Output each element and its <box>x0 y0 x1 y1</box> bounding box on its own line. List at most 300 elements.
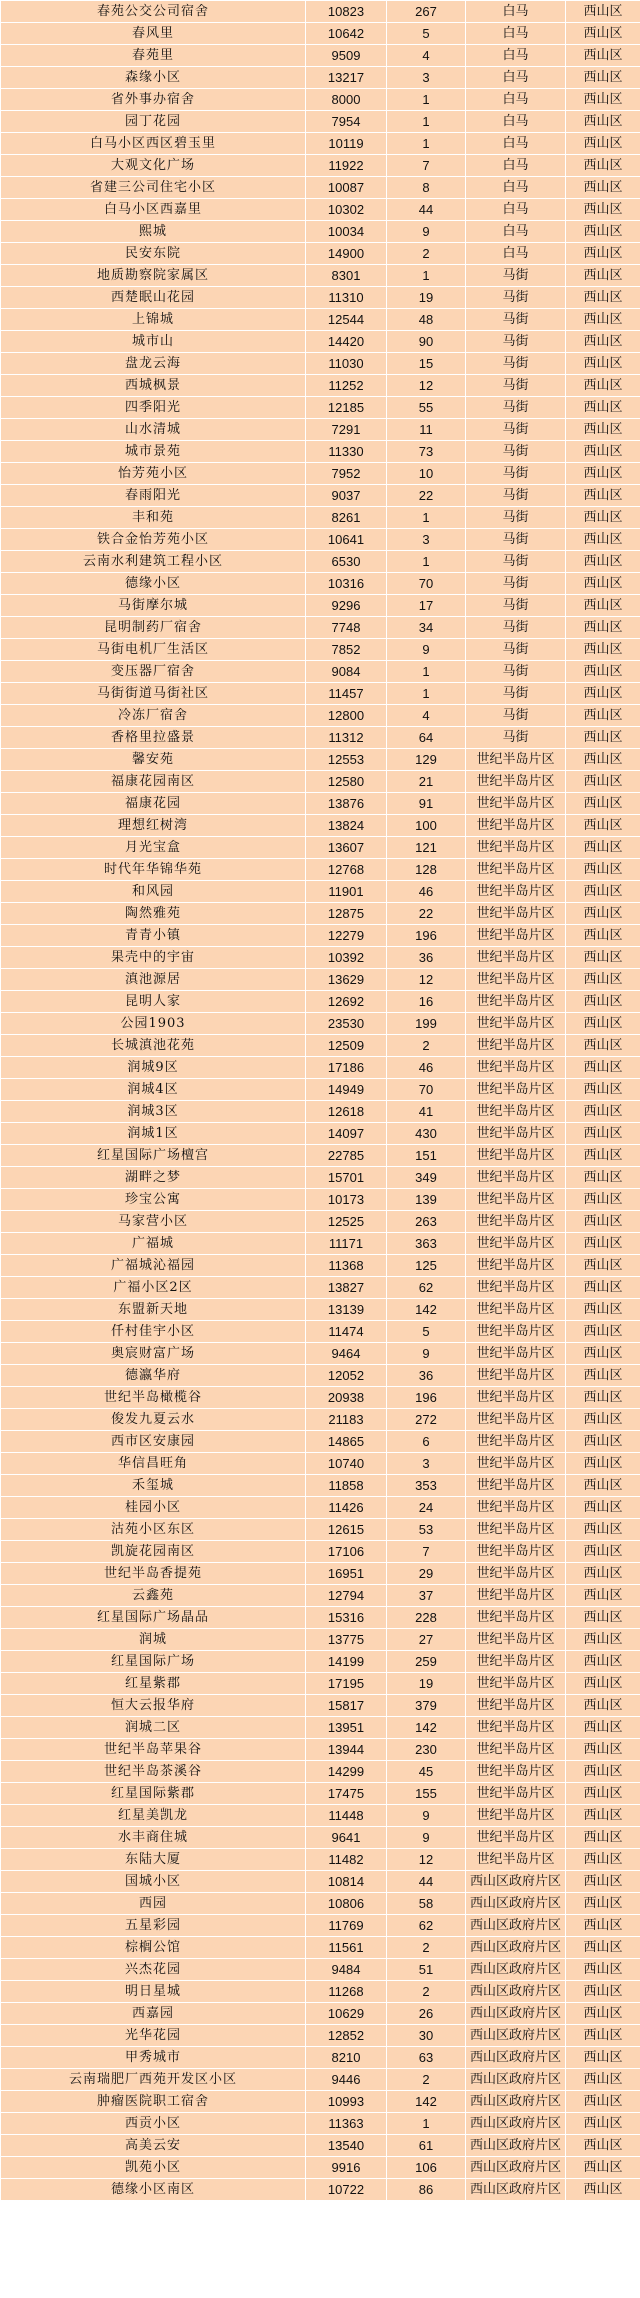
community-name-cell: 铁合金怡芳苑小区 <box>1 529 306 551</box>
listing-count-cell: 62 <box>387 1915 466 1937</box>
listing-count-cell: 196 <box>387 925 466 947</box>
district-cell: 西山区 <box>566 1255 640 1277</box>
listing-count-cell: 267 <box>387 1 466 23</box>
area-cell: 世纪半岛片区 <box>466 1013 566 1035</box>
community-name-cell: 城市景苑 <box>1 441 306 463</box>
area-cell: 西山区政府片区 <box>466 2003 566 2025</box>
area-cell: 白马 <box>466 89 566 111</box>
table-row <box>1 1145 640 1167</box>
community-name-cell: 红星国际广场晶品 <box>1 1607 306 1629</box>
area-cell: 西山区政府片区 <box>466 2113 566 2135</box>
listing-count-cell: 19 <box>387 1673 466 1695</box>
district-cell: 西山区 <box>566 45 640 67</box>
area-cell: 白马 <box>466 45 566 67</box>
table-row <box>1 903 640 925</box>
table-row <box>1 1893 640 1915</box>
unit-price-cell: 15817 <box>306 1695 387 1717</box>
unit-price-cell: 10806 <box>306 1893 387 1915</box>
community-name-cell: 省建三公司住宅小区 <box>1 177 306 199</box>
community-name-cell: 肿瘤医院职工宿舍 <box>1 2091 306 2113</box>
table-row <box>1 177 640 199</box>
area-cell: 世纪半岛片区 <box>466 749 566 771</box>
community-name-cell: 地质勘察院家属区 <box>1 265 306 287</box>
unit-price-cell: 15701 <box>306 1167 387 1189</box>
district-cell: 西山区 <box>566 1695 640 1717</box>
community-name-cell: 春苑公交公司宿舍 <box>1 1 306 23</box>
community-name-cell: 变压器厂宿舍 <box>1 661 306 683</box>
listing-count-cell: 46 <box>387 881 466 903</box>
listing-count-cell: 363 <box>387 1233 466 1255</box>
area-cell: 马街 <box>466 661 566 683</box>
district-cell: 西山区 <box>566 1387 640 1409</box>
table-row <box>1 1585 640 1607</box>
listing-count-cell: 44 <box>387 1871 466 1893</box>
listing-count-cell: 3 <box>387 67 466 89</box>
district-cell: 西山区 <box>566 1805 640 1827</box>
area-cell: 马街 <box>466 463 566 485</box>
area-cell: 世纪半岛片区 <box>466 1233 566 1255</box>
area-cell: 世纪半岛片区 <box>466 1431 566 1453</box>
unit-price-cell: 10302 <box>306 199 387 221</box>
area-cell: 马街 <box>466 331 566 353</box>
unit-price-cell: 14420 <box>306 331 387 353</box>
unit-price-cell: 11858 <box>306 1475 387 1497</box>
table-row <box>1 1453 640 1475</box>
unit-price-cell: 12615 <box>306 1519 387 1541</box>
listing-count-cell: 12 <box>387 1849 466 1871</box>
area-cell: 西山区政府片区 <box>466 2091 566 2113</box>
district-cell: 西山区 <box>566 1915 640 1937</box>
area-cell: 马街 <box>466 573 566 595</box>
listing-count-cell: 46 <box>387 1057 466 1079</box>
table-row <box>1 1783 640 1805</box>
area-cell: 世纪半岛片区 <box>466 1607 566 1629</box>
community-name-cell: 禾玺城 <box>1 1475 306 1497</box>
table-row <box>1 991 640 1013</box>
district-cell: 西山区 <box>566 1673 640 1695</box>
table-row <box>1 1299 640 1321</box>
listing-count-cell: 22 <box>387 485 466 507</box>
table-row <box>1 1695 640 1717</box>
listing-count-cell: 19 <box>387 287 466 309</box>
community-name-cell: 仟村佳宇小区 <box>1 1321 306 1343</box>
district-cell: 西山区 <box>566 1937 640 1959</box>
unit-price-cell: 12544 <box>306 309 387 331</box>
listing-count-cell: 24 <box>387 1497 466 1519</box>
area-cell: 世纪半岛片区 <box>466 1541 566 1563</box>
community-name-cell: 园丁花园 <box>1 111 306 133</box>
table-row <box>1 1651 640 1673</box>
community-name-cell: 沽苑小区东区 <box>1 1519 306 1541</box>
table-row <box>1 1211 640 1233</box>
table-row <box>1 1079 640 1101</box>
unit-price-cell: 15316 <box>306 1607 387 1629</box>
district-cell: 西山区 <box>566 1277 640 1299</box>
district-cell: 西山区 <box>566 1233 640 1255</box>
listing-count-cell: 2 <box>387 1035 466 1057</box>
community-name-cell: 西城枫景 <box>1 375 306 397</box>
district-cell: 西山区 <box>566 177 640 199</box>
district-cell: 西山区 <box>566 1 640 23</box>
unit-price-cell: 10087 <box>306 177 387 199</box>
area-cell: 世纪半岛片区 <box>466 1387 566 1409</box>
table-row <box>1 287 640 309</box>
area-cell: 马街 <box>466 441 566 463</box>
district-cell: 西山区 <box>566 573 640 595</box>
unit-price-cell: 13775 <box>306 1629 387 1651</box>
listing-count-cell: 29 <box>387 1563 466 1585</box>
unit-price-cell: 9296 <box>306 595 387 617</box>
district-cell: 西山区 <box>566 1453 640 1475</box>
district-cell: 西山区 <box>566 1519 640 1541</box>
table-row <box>1 705 640 727</box>
unit-price-cell: 7852 <box>306 639 387 661</box>
area-cell: 世纪半岛片区 <box>466 1673 566 1695</box>
community-name-cell: 民安东院 <box>1 243 306 265</box>
unit-price-cell: 10641 <box>306 529 387 551</box>
table-row <box>1 2025 640 2047</box>
table-row <box>1 1321 640 1343</box>
listing-count-cell: 4 <box>387 45 466 67</box>
table-row <box>1 1981 640 2003</box>
table-row <box>1 441 640 463</box>
community-name-cell: 熙城 <box>1 221 306 243</box>
table-row <box>1 947 640 969</box>
area-cell: 西山区政府片区 <box>466 2069 566 2091</box>
community-name-cell: 上锦城 <box>1 309 306 331</box>
listing-count-cell: 199 <box>387 1013 466 1035</box>
district-cell: 西山区 <box>566 881 640 903</box>
table-row <box>1 485 640 507</box>
table-row <box>1 463 640 485</box>
table-row <box>1 815 640 837</box>
table-row <box>1 1167 640 1189</box>
district-cell: 西山区 <box>566 1541 640 1563</box>
community-name-cell: 德缘小区南区 <box>1 2179 306 2201</box>
table-row <box>1 45 640 67</box>
community-name-cell: 理想红树湾 <box>1 815 306 837</box>
area-cell: 世纪半岛片区 <box>466 1277 566 1299</box>
community-name-cell: 润城9区 <box>1 1057 306 1079</box>
district-cell: 西山区 <box>566 1761 640 1783</box>
area-cell: 世纪半岛片区 <box>466 1519 566 1541</box>
table-row <box>1 639 640 661</box>
listing-count-cell: 128 <box>387 859 466 881</box>
unit-price-cell: 12794 <box>306 1585 387 1607</box>
table-row <box>1 881 640 903</box>
unit-price-cell: 11769 <box>306 1915 387 1937</box>
area-cell: 世纪半岛片区 <box>466 1299 566 1321</box>
district-cell: 西山区 <box>566 1607 640 1629</box>
listing-count-cell: 16 <box>387 991 466 1013</box>
table-row <box>1 683 640 705</box>
unit-price-cell: 9916 <box>306 2157 387 2179</box>
area-cell: 西山区政府片区 <box>466 2025 566 2047</box>
table-row <box>1 2179 640 2201</box>
community-name-cell: 青青小镇 <box>1 925 306 947</box>
community-name-cell: 五星彩园 <box>1 1915 306 1937</box>
community-name-cell: 奥宸财富广场 <box>1 1343 306 1365</box>
district-cell: 西山区 <box>566 419 640 441</box>
community-name-cell: 湖畔之梦 <box>1 1167 306 1189</box>
table-row <box>1 969 640 991</box>
table-row <box>1 1013 640 1035</box>
community-name-cell: 世纪半岛香提苑 <box>1 1563 306 1585</box>
area-cell: 世纪半岛片区 <box>466 1189 566 1211</box>
unit-price-cell: 13876 <box>306 793 387 815</box>
listing-count-cell: 70 <box>387 1079 466 1101</box>
unit-price-cell: 9509 <box>306 45 387 67</box>
listing-count-cell: 58 <box>387 1893 466 1915</box>
district-cell: 西山区 <box>566 309 640 331</box>
listing-count-cell: 142 <box>387 1717 466 1739</box>
area-cell: 白马 <box>466 67 566 89</box>
listing-count-cell: 151 <box>387 1145 466 1167</box>
table-row <box>1 1365 640 1387</box>
community-name-cell: 东盟新天地 <box>1 1299 306 1321</box>
district-cell: 西山区 <box>566 1123 640 1145</box>
community-name-cell: 西市区安康园 <box>1 1431 306 1453</box>
district-cell: 西山区 <box>566 661 640 683</box>
table-body <box>1 1 640 2201</box>
table-row <box>1 2003 640 2025</box>
community-name-cell: 润城3区 <box>1 1101 306 1123</box>
community-name-cell: 红星国际广场檀宫 <box>1 1145 306 1167</box>
listing-count-cell: 1 <box>387 661 466 683</box>
district-cell: 西山区 <box>566 749 640 771</box>
district-cell: 西山区 <box>566 1783 640 1805</box>
listing-count-cell: 26 <box>387 2003 466 2025</box>
table-row <box>1 551 640 573</box>
district-cell: 西山区 <box>566 2003 640 2025</box>
table-row <box>1 1871 640 1893</box>
unit-price-cell: 8301 <box>306 265 387 287</box>
unit-price-cell: 12618 <box>306 1101 387 1123</box>
listing-count-cell: 34 <box>387 617 466 639</box>
district-cell: 西山区 <box>566 2025 640 2047</box>
unit-price-cell: 11312 <box>306 727 387 749</box>
district-cell: 西山区 <box>566 1431 640 1453</box>
listing-count-cell: 61 <box>387 2135 466 2157</box>
table-row <box>1 1035 640 1057</box>
community-name-cell: 春雨阳光 <box>1 485 306 507</box>
community-name-cell: 润城1区 <box>1 1123 306 1145</box>
community-name-cell: 凯苑小区 <box>1 2157 306 2179</box>
listing-count-cell: 44 <box>387 199 466 221</box>
unit-price-cell: 17195 <box>306 1673 387 1695</box>
community-name-cell: 润城4区 <box>1 1079 306 1101</box>
district-cell: 西山区 <box>566 947 640 969</box>
district-cell: 西山区 <box>566 507 640 529</box>
table-row <box>1 1563 640 1585</box>
unit-price-cell: 10740 <box>306 1453 387 1475</box>
listing-count-cell: 100 <box>387 815 466 837</box>
table-row <box>1 1827 640 1849</box>
table-row <box>1 199 640 221</box>
listing-count-cell: 48 <box>387 309 466 331</box>
unit-price-cell: 13540 <box>306 2135 387 2157</box>
area-cell: 世纪半岛片区 <box>466 1057 566 1079</box>
community-name-cell: 高美云安 <box>1 2135 306 2157</box>
area-cell: 马街 <box>466 507 566 529</box>
area-cell: 世纪半岛片区 <box>466 1211 566 1233</box>
community-name-cell: 光华花园 <box>1 2025 306 2047</box>
district-cell: 西山区 <box>566 1035 640 1057</box>
district-cell: 西山区 <box>566 331 640 353</box>
community-name-cell: 华信昌旺角 <box>1 1453 306 1475</box>
unit-price-cell: 10993 <box>306 2091 387 2113</box>
listing-count-cell: 349 <box>387 1167 466 1189</box>
unit-price-cell: 12692 <box>306 991 387 1013</box>
district-cell: 西山区 <box>566 2179 640 2201</box>
listing-count-cell: 22 <box>387 903 466 925</box>
community-name-cell: 西园 <box>1 1893 306 1915</box>
district-cell: 西山区 <box>566 1585 640 1607</box>
table-row <box>1 1409 640 1431</box>
unit-price-cell: 17475 <box>306 1783 387 1805</box>
community-name-cell: 马家营小区 <box>1 1211 306 1233</box>
table-row <box>1 309 640 331</box>
listing-count-cell: 125 <box>387 1255 466 1277</box>
district-cell: 西山区 <box>566 111 640 133</box>
unit-price-cell: 13607 <box>306 837 387 859</box>
community-name-cell: 香格里拉盛景 <box>1 727 306 749</box>
table-row <box>1 595 640 617</box>
area-cell: 世纪半岛片区 <box>466 1321 566 1343</box>
area-cell: 西山区政府片区 <box>466 2047 566 2069</box>
unit-price-cell: 21183 <box>306 1409 387 1431</box>
unit-price-cell: 11482 <box>306 1849 387 1871</box>
district-cell: 西山区 <box>566 705 640 727</box>
district-cell: 西山区 <box>566 639 640 661</box>
table-row <box>1 1805 640 1827</box>
area-cell: 马街 <box>466 705 566 727</box>
district-cell: 西山区 <box>566 1299 640 1321</box>
district-cell: 西山区 <box>566 1497 640 1519</box>
area-cell: 世纪半岛片区 <box>466 1827 566 1849</box>
community-name-cell: 省外事办宿舍 <box>1 89 306 111</box>
listing-count-cell: 11 <box>387 419 466 441</box>
listing-count-cell: 5 <box>387 1321 466 1343</box>
unit-price-cell: 6530 <box>306 551 387 573</box>
area-cell: 马街 <box>466 683 566 705</box>
table-row <box>1 265 640 287</box>
unit-price-cell: 11030 <box>306 353 387 375</box>
listing-count-cell: 62 <box>387 1277 466 1299</box>
community-name-cell: 西嘉园 <box>1 2003 306 2025</box>
community-name-cell: 森缘小区 <box>1 67 306 89</box>
table-row <box>1 1431 640 1453</box>
listing-count-cell: 1 <box>387 2113 466 2135</box>
table-row <box>1 133 640 155</box>
community-name-cell: 馨安苑 <box>1 749 306 771</box>
district-cell: 西山区 <box>566 1101 640 1123</box>
table-row <box>1 925 640 947</box>
listing-count-cell: 3 <box>387 1453 466 1475</box>
table-row <box>1 771 640 793</box>
district-cell: 西山区 <box>566 727 640 749</box>
unit-price-cell: 11426 <box>306 1497 387 1519</box>
community-name-cell: 马街摩尔城 <box>1 595 306 617</box>
table-row <box>1 859 640 881</box>
table-row <box>1 661 640 683</box>
community-name-cell: 马街电机厂生活区 <box>1 639 306 661</box>
unit-price-cell: 11268 <box>306 1981 387 2003</box>
unit-price-cell: 8210 <box>306 2047 387 2069</box>
listing-count-cell: 9 <box>387 1827 466 1849</box>
table-row <box>1 221 640 243</box>
district-cell: 西山区 <box>566 529 640 551</box>
community-name-cell: 国城小区 <box>1 1871 306 1893</box>
listing-count-cell: 17 <box>387 595 466 617</box>
district-cell: 西山区 <box>566 265 640 287</box>
area-cell: 马街 <box>466 287 566 309</box>
area-cell: 世纪半岛片区 <box>466 1651 566 1673</box>
community-name-cell: 恒大云报华府 <box>1 1695 306 1717</box>
table-row <box>1 1915 640 1937</box>
listing-count-cell: 55 <box>387 397 466 419</box>
area-cell: 世纪半岛片区 <box>466 1585 566 1607</box>
area-cell: 世纪半岛片区 <box>466 1563 566 1585</box>
unit-price-cell: 7748 <box>306 617 387 639</box>
listing-count-cell: 37 <box>387 1585 466 1607</box>
table-row <box>1 1233 640 1255</box>
listing-count-cell: 64 <box>387 727 466 749</box>
area-cell: 世纪半岛片区 <box>466 1849 566 1871</box>
district-cell: 西山区 <box>566 683 640 705</box>
unit-price-cell: 12279 <box>306 925 387 947</box>
table-row <box>1 111 640 133</box>
unit-price-cell: 17186 <box>306 1057 387 1079</box>
unit-price-cell: 13629 <box>306 969 387 991</box>
unit-price-cell: 11457 <box>306 683 387 705</box>
unit-price-cell: 9084 <box>306 661 387 683</box>
unit-price-cell: 14949 <box>306 1079 387 1101</box>
table-row <box>1 1497 640 1519</box>
community-name-cell: 城市山 <box>1 331 306 353</box>
unit-price-cell: 7291 <box>306 419 387 441</box>
area-cell: 白马 <box>466 243 566 265</box>
area-cell: 马街 <box>466 529 566 551</box>
district-cell: 西山区 <box>566 1563 640 1585</box>
district-cell: 西山区 <box>566 485 640 507</box>
area-cell: 西山区政府片区 <box>466 1893 566 1915</box>
area-cell: 马街 <box>466 397 566 419</box>
community-name-cell: 俊发九夏云水 <box>1 1409 306 1431</box>
table-row <box>1 1255 640 1277</box>
table-row <box>1 1717 640 1739</box>
listing-count-cell: 4 <box>387 705 466 727</box>
table-row <box>1 1937 640 1959</box>
listing-count-cell: 7 <box>387 1541 466 1563</box>
area-cell: 世纪半岛片区 <box>466 969 566 991</box>
district-cell: 西山区 <box>566 1475 640 1497</box>
area-cell: 白马 <box>466 133 566 155</box>
district-cell: 西山区 <box>566 1211 640 1233</box>
table-row <box>1 727 640 749</box>
table-row <box>1 1057 640 1079</box>
district-cell: 西山区 <box>566 1013 640 1035</box>
unit-price-cell: 10642 <box>306 23 387 45</box>
area-cell: 马街 <box>466 309 566 331</box>
table-row <box>1 2047 640 2069</box>
table-row <box>1 1673 640 1695</box>
area-cell: 世纪半岛片区 <box>466 1409 566 1431</box>
area-cell: 白马 <box>466 177 566 199</box>
table-row <box>1 353 640 375</box>
unit-price-cell: 12052 <box>306 1365 387 1387</box>
unit-price-cell: 22785 <box>306 1145 387 1167</box>
